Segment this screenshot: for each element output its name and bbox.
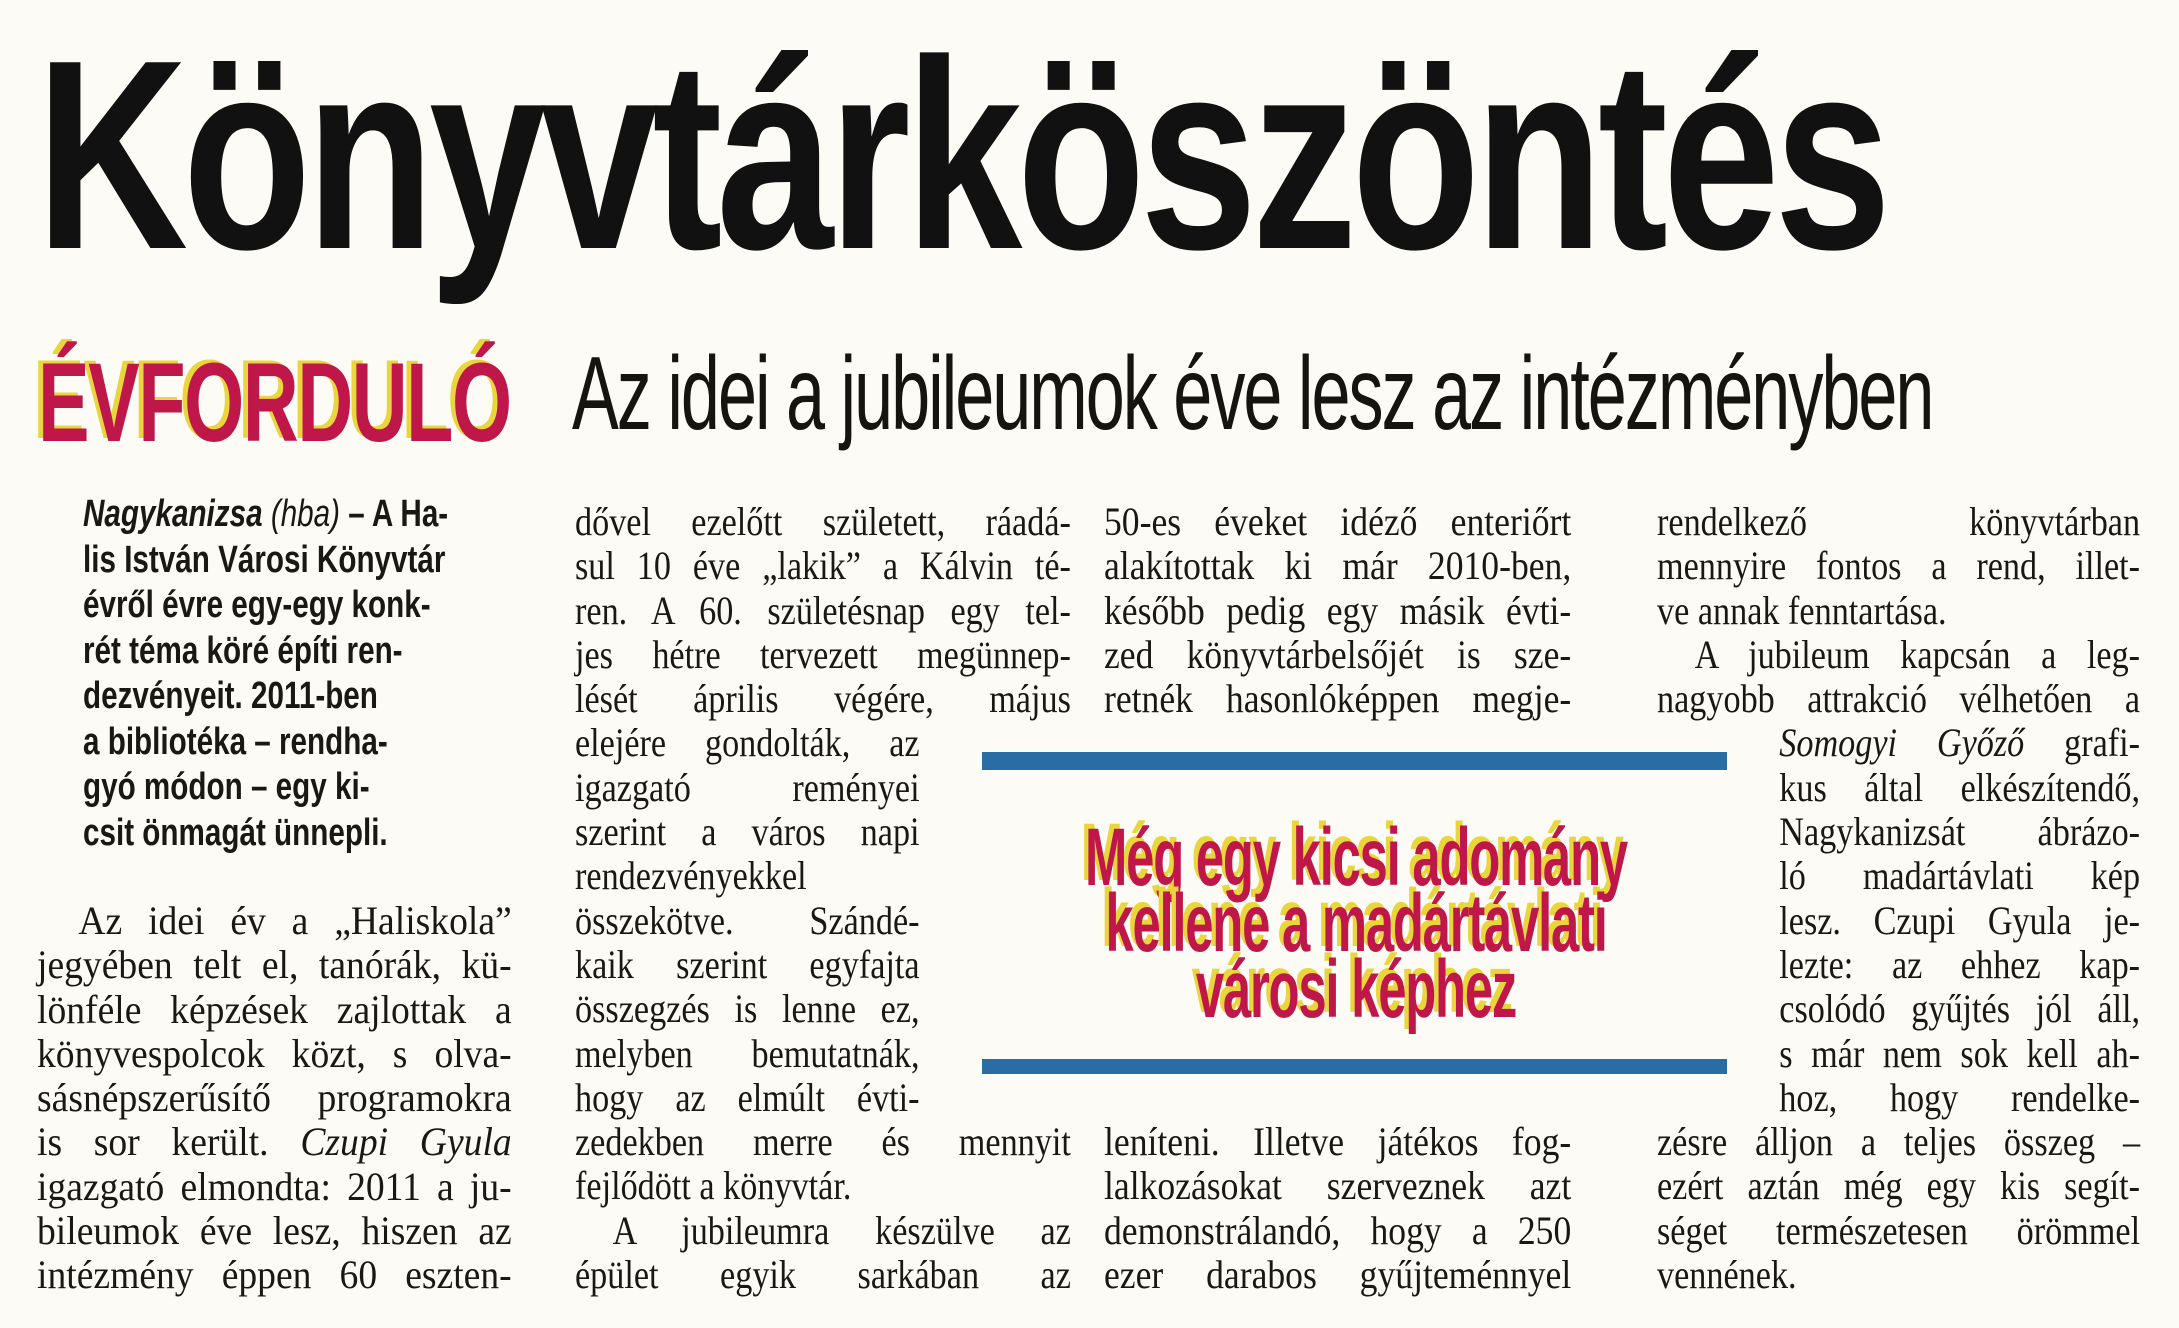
text-line (83, 811, 508, 857)
text-segment: könyvespolcok közt, s olva- (37, 1030, 512, 1076)
text-segment: hoz, hogy rendelke- (1779, 1074, 2141, 1120)
text-line (37, 1032, 512, 1076)
column-3-body-top (1104, 500, 1571, 721)
text-line (83, 492, 508, 538)
text-line (1779, 1076, 2140, 1120)
text-line (37, 1120, 512, 1164)
text-line (37, 943, 512, 987)
pull-quote-bottom-rule (982, 1059, 1727, 1074)
text-line (1657, 589, 2140, 633)
text-segment: nagyobb attrakció vélhetően a (1657, 676, 2141, 722)
text-segment: lését április végére, május (575, 676, 1071, 722)
text-segment: rét téma köré építi ren- (83, 629, 403, 672)
text-segment: retnék hasonlóképpen megje- (1104, 676, 1572, 722)
text-segment: Még egy kicsi adomány (1085, 812, 1627, 903)
text-segment: a bibliotéka – rendha- (83, 720, 388, 763)
text-segment: grafi- (2024, 720, 2141, 766)
text-line (1104, 677, 1571, 721)
text-segment: csolódó gyűjtés jól áll, (1779, 986, 2141, 1032)
text-segment: ve annak fenntartása. (1657, 587, 1947, 633)
text-line (1779, 987, 2140, 1031)
text-segment: melyben bemutatnák, (575, 1030, 920, 1076)
text-line (1657, 677, 2140, 721)
text-segment: zésre álljon a teljes összeg – (1657, 1119, 2141, 1165)
text-segment: kus által elkészítendő, (1779, 764, 2141, 810)
text-line (575, 810, 920, 854)
text-segment: bileumok éve lesz, hiszen az (37, 1208, 512, 1254)
column-3-body-bottom (1104, 1120, 1571, 1297)
text-segment: igazgató reményei (575, 764, 920, 810)
text-segment: is sor került. (37, 1119, 301, 1165)
deck-subtitle: Az idei a jubileumok éve lesz az intézményben (572, 336, 1933, 452)
text-segment: demonstrálandó, hogy a 250 (1104, 1207, 1572, 1253)
text-line (37, 1209, 512, 1253)
text-line (1657, 1253, 2140, 1297)
text-line (1779, 810, 2140, 854)
text-segment: lesz. Czupi Gyula je- (1779, 897, 2141, 943)
text-line (575, 633, 1071, 677)
text-segment: épület egyik sarkában az (575, 1252, 1071, 1298)
text-line (1104, 544, 1571, 588)
text-line (1104, 633, 1571, 677)
text-line (575, 1076, 920, 1120)
text-segment: ren. A 60. születésnap egy tel- (575, 587, 1071, 633)
text-segment: elejére gondolták, az (575, 720, 920, 766)
text-line (575, 589, 1071, 633)
text-line (83, 720, 508, 766)
text-segment: lezte: az ehhez kap- (1779, 941, 2141, 987)
text-line (1104, 1209, 1571, 1253)
text-segment: Az idei év a „Haliskola” (78, 898, 512, 943)
text-segment: alakítottak ki már 2010-ben, (1104, 543, 1572, 589)
text-segment: igazgató elmondta: 2011 a ju- (37, 1163, 512, 1209)
text-segment: zedekben merre és mennyit (575, 1119, 1071, 1165)
text-line (575, 721, 920, 765)
text-segment: – A Ha- (348, 493, 449, 535)
text-segment: jegyében telt el, tanórák, kü- (37, 942, 512, 988)
text-line (1657, 544, 2140, 588)
text-segment: vennének. (1657, 1252, 1797, 1298)
text-line (37, 988, 512, 1032)
text-segment: lalkozásokat szerveznek azt (1104, 1163, 1572, 1209)
text-segment: később pedig egy másik évti- (1104, 587, 1572, 633)
text-segment: kellene a madártávlati (1105, 878, 1607, 969)
text-line (83, 538, 508, 584)
text-line (575, 544, 1071, 588)
text-line (575, 899, 920, 943)
text-segment: rendezvényekkel (575, 853, 807, 899)
text-line (575, 1253, 1071, 1297)
text-line (575, 766, 920, 810)
text-segment: csit önmagát ünnepli. (83, 811, 388, 854)
text-segment: szerint a város napi (575, 809, 920, 855)
text-segment: Nagykanizsa (83, 493, 263, 535)
text-line (1779, 766, 2140, 810)
text-line (1104, 589, 1571, 633)
text-line (83, 583, 508, 629)
text-line (1104, 1164, 1571, 1208)
text-segment: dezvényeit. 2011-ben (83, 675, 378, 717)
column-4-body (1657, 500, 2140, 1297)
text-line (83, 674, 508, 720)
column-1-lead-paragraph (83, 492, 508, 856)
text-line (575, 677, 1071, 721)
kicker-label: ÉVFORDULÓ (38, 340, 511, 465)
text-line (37, 1076, 512, 1120)
text-segment: gyó módon – egy ki- (83, 766, 370, 808)
text-segment: fejlődött a könyvtár. (575, 1163, 852, 1209)
text-line (1657, 500, 2140, 544)
text-line (575, 1209, 1071, 1253)
text-segment: ezért aztán még egy kis segít- (1657, 1163, 2141, 1209)
pull-quote-top-rule (982, 752, 1727, 770)
text-segment: hogy az elmúlt évti- (575, 1074, 920, 1120)
text-segment: rendelkező könyvtárban (1657, 499, 2141, 544)
text-segment: városi képhez (1195, 944, 1517, 1035)
text-segment: lönféle képzések zajlottak a (37, 986, 512, 1032)
text-line (575, 987, 920, 1031)
text-line (575, 1032, 920, 1076)
text-line (1657, 633, 2140, 677)
text-segment: ezer darabos gyűjteménnyel (1104, 1251, 1572, 1297)
text-segment: A jubileum kapcsán a leg- (1694, 631, 2141, 677)
text-segment: kaik szerint egyfajta (575, 941, 920, 987)
text-segment: dővel ezelőtt született, ráadá- (575, 499, 1071, 544)
text-line (83, 629, 508, 675)
text-segment: jes hétre tervezett megünnep- (575, 631, 1071, 677)
article-headline: Könyvtárköszöntés (36, 5, 1886, 306)
text-line (1779, 899, 2140, 943)
text-segment: Czupi Gyula (300, 1119, 512, 1165)
text-segment: összegzés is lenne ez, (575, 986, 920, 1032)
text-segment: összekötve. Szándé- (575, 897, 920, 943)
text-line (575, 943, 920, 987)
text-segment: 50-es éveket idéző enteriőrt (1104, 499, 1572, 544)
text-segment: A jubileumra készülve az (612, 1207, 1071, 1253)
text-line (575, 500, 1071, 544)
text-line (984, 944, 1728, 1035)
text-segment: leníteni. Illetve játékos fog- (1104, 1119, 1572, 1164)
text-line (83, 765, 508, 811)
text-segment: séget természetesen örömmel (1657, 1207, 2141, 1253)
text-segment: sásnépszerűsítő programokra (37, 1075, 512, 1121)
text-line (1779, 854, 2140, 898)
text-segment: Nagykanizsát ábrázo- (1779, 809, 2141, 855)
text-line (1779, 721, 2140, 765)
text-line (1657, 1164, 2140, 1208)
text-segment: ló madártávlati kép (1779, 853, 2141, 899)
text-line (37, 899, 512, 943)
text-segment: évről évre egy-egy konk- (83, 584, 431, 626)
column-1-body (37, 899, 512, 1298)
text-line (37, 1253, 512, 1297)
text-line (1104, 500, 1571, 544)
text-segment: mennyire fontos a rend, illet- (1657, 543, 2141, 589)
text-line (1779, 1032, 2140, 1076)
text-segment: s már nem sok kell ah- (1779, 1030, 2141, 1076)
text-line (1779, 943, 2140, 987)
text-segment: zed könyvtárbelsőjét is sze- (1104, 631, 1572, 677)
text-segment: lis István Városi Könyvtár (83, 538, 446, 581)
text-line (1104, 1120, 1571, 1164)
text-segment: intézmény éppen 60 eszten- (37, 1252, 512, 1298)
text-line (1657, 1209, 2140, 1253)
text-segment: Somogyi Győző (1779, 720, 2025, 766)
text-line (1104, 1253, 1571, 1297)
text-line (37, 1165, 512, 1209)
text-line (575, 1164, 1071, 1208)
pull-quote (984, 812, 1728, 1035)
text-segment: (hba) (262, 493, 349, 535)
text-line (575, 1120, 1071, 1164)
text-line (575, 854, 920, 898)
text-line (1657, 1120, 2140, 1164)
text-segment: sul 10 éve „lakik” a Kálvin té- (575, 543, 1071, 589)
